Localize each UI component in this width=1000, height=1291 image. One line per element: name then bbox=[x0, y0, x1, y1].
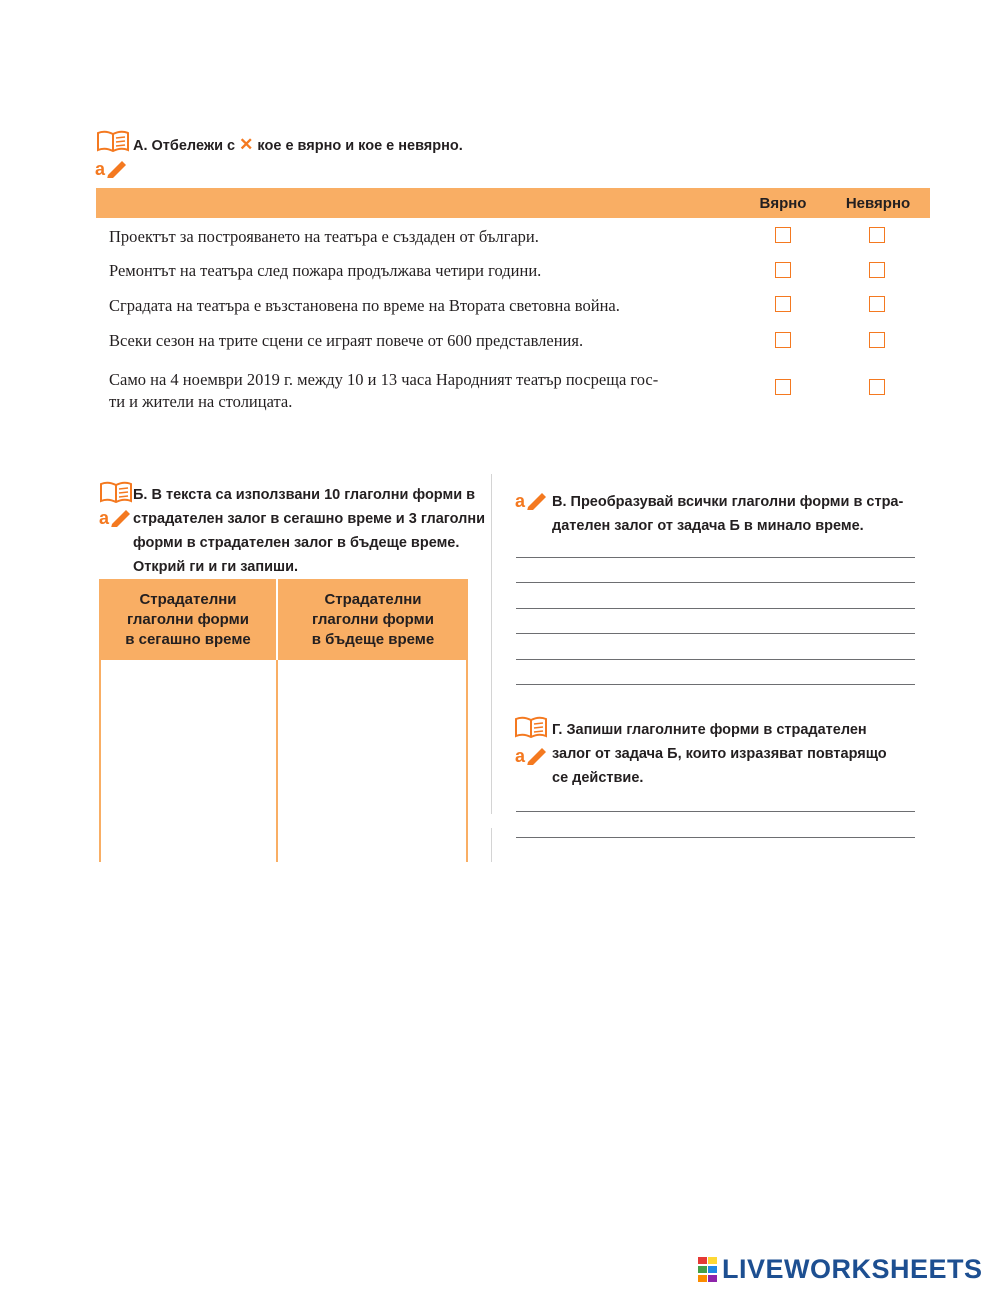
pencil-icon bbox=[98, 507, 132, 527]
title-prefix: А. Отбележи с bbox=[133, 138, 236, 154]
title-line: Г. Запиши глаголните форми в страдателен bbox=[552, 722, 867, 738]
statement-5-line-1: Само на 4 ноември 2019 г. между 10 и 13 часа Народният театър посреща гос- bbox=[109, 370, 659, 389]
title-line: дателен залог от задача Б в минало време. bbox=[552, 518, 864, 534]
statement-2: Ремонтът на театъра след пожара продължава четири години. bbox=[109, 261, 542, 280]
section-g-title bbox=[552, 718, 887, 790]
answer-line[interactable] bbox=[516, 582, 915, 583]
section-a-title bbox=[133, 133, 463, 158]
title-line: В. Преобразувай всички глаголни форми в стра- bbox=[552, 494, 904, 510]
header-line: в сегашно време bbox=[125, 631, 251, 648]
checkbox-3-true[interactable] bbox=[775, 296, 791, 312]
section-v-title bbox=[552, 490, 903, 538]
checkbox-2-true[interactable] bbox=[775, 262, 791, 278]
header-line: глаголни форми bbox=[127, 611, 249, 628]
answer-cell-present[interactable] bbox=[102, 662, 275, 860]
cross-mark-icon: ✕ bbox=[239, 135, 254, 154]
svg-text:a: a bbox=[99, 508, 110, 527]
answer-line[interactable] bbox=[516, 684, 915, 685]
answer-line[interactable] bbox=[516, 811, 915, 812]
header-line: в бъдеще време bbox=[311, 631, 435, 648]
header-line: Страдателни bbox=[324, 591, 422, 608]
pencil-icon bbox=[94, 158, 128, 178]
title-line: се действие. bbox=[552, 770, 644, 786]
column-separator bbox=[491, 474, 492, 814]
section-b-title bbox=[133, 483, 485, 579]
statement-4: Всеки сезон на трите сцени се играят повече от 600 представления. bbox=[109, 331, 584, 350]
answer-line[interactable] bbox=[516, 633, 915, 634]
table-border-left bbox=[99, 660, 101, 862]
title-line: залог от задача Б, които изразяват повтарящо bbox=[552, 746, 887, 762]
answer-line[interactable] bbox=[516, 659, 915, 660]
title-line: Открий ги и ги запиши. bbox=[133, 559, 299, 575]
svg-text:a: a bbox=[515, 746, 526, 765]
answer-line[interactable] bbox=[516, 837, 915, 838]
column-header-true: Вярно bbox=[759, 195, 807, 212]
answer-cell-future[interactable] bbox=[279, 662, 465, 860]
answer-line[interactable] bbox=[516, 557, 915, 558]
answer-line[interactable] bbox=[516, 608, 915, 609]
title-line: Б. В текста са използвани 10 глаголни форми в bbox=[133, 487, 476, 503]
liveworksheets-logo-icon bbox=[698, 1257, 720, 1285]
table-border-right bbox=[466, 660, 468, 862]
column-separator bbox=[491, 828, 492, 862]
column-header-future bbox=[278, 590, 468, 650]
brand-logo-text: LIVEWORKSHEETS bbox=[722, 1254, 983, 1284]
header-divider bbox=[276, 579, 278, 660]
statement-5-line-2: ти и жители на столицата. bbox=[109, 392, 293, 411]
checkbox-2-false[interactable] bbox=[869, 262, 885, 278]
pencil-icon bbox=[514, 490, 548, 510]
column-header-present bbox=[99, 590, 277, 650]
checkbox-4-true[interactable] bbox=[775, 332, 791, 348]
title-line: страдателен залог в сегашно време и 3 глаголни bbox=[133, 511, 486, 527]
header-line: глаголни форми bbox=[312, 611, 434, 628]
checkbox-5-true[interactable] bbox=[775, 379, 791, 395]
book-icon bbox=[514, 716, 548, 738]
statement-3: Сградата на театъра е възстановена по време на Втората световна война. bbox=[109, 296, 620, 315]
checkbox-5-false[interactable] bbox=[869, 379, 885, 395]
pencil-icon bbox=[514, 745, 548, 765]
title-suffix: кое е вярно и кое е невярно. bbox=[257, 138, 463, 154]
checkbox-1-true[interactable] bbox=[775, 227, 791, 243]
checkbox-4-false[interactable] bbox=[869, 332, 885, 348]
title-line: форми в страдателен залог в бъдеще време. bbox=[133, 535, 460, 551]
header-line: Страдателни bbox=[139, 591, 237, 608]
svg-text:a: a bbox=[95, 159, 106, 178]
book-icon bbox=[96, 130, 130, 152]
checkbox-1-false[interactable] bbox=[869, 227, 885, 243]
checkbox-3-false[interactable] bbox=[869, 296, 885, 312]
svg-text:a: a bbox=[515, 491, 526, 510]
column-header-false: Невярно bbox=[845, 195, 911, 212]
book-icon bbox=[99, 481, 133, 503]
table-border-middle bbox=[276, 660, 278, 862]
statement-1: Проектът за построяването на театъра е създаден от българи. bbox=[109, 227, 539, 246]
